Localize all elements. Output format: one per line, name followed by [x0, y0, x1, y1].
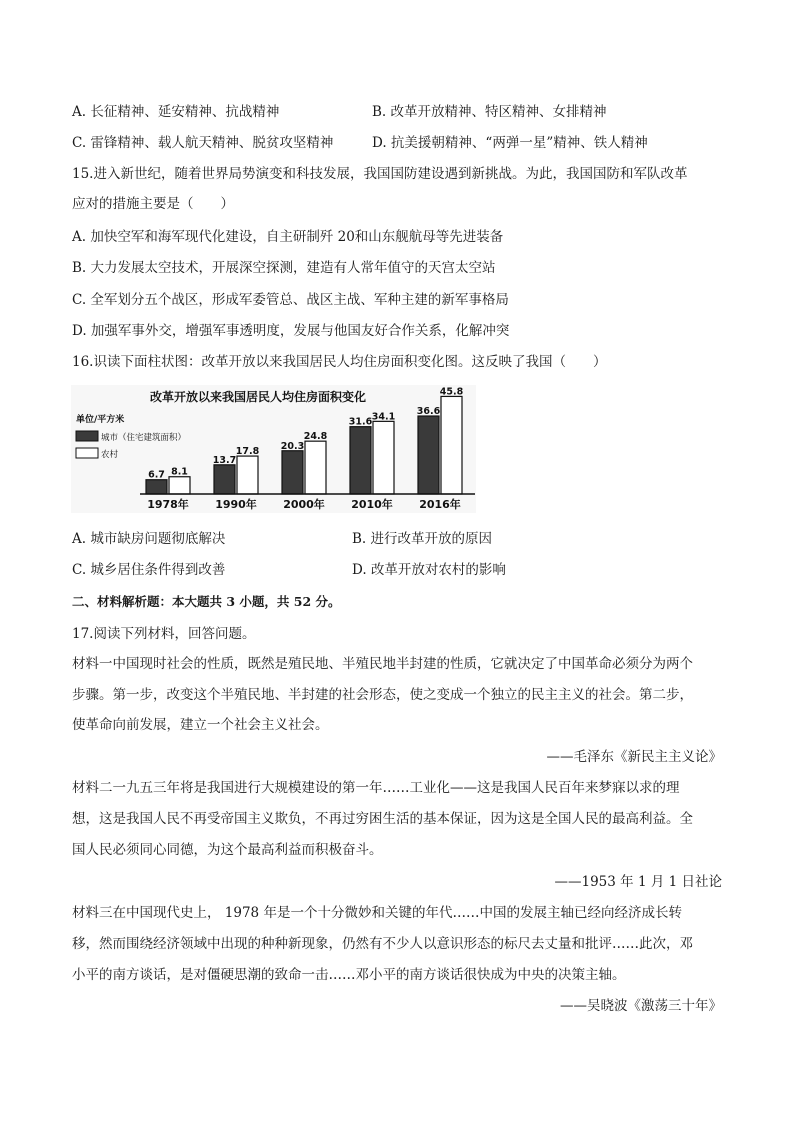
bar-urban-2016年 [418, 416, 439, 494]
q17-stem: 17.阅读下列材料，回答问题。 [72, 626, 256, 642]
legend-swatch-rural [76, 448, 98, 458]
legend-label-urban: 城市（住宅建筑面积） [101, 433, 187, 443]
data-label-urban-2016年: 36.6 [416, 406, 441, 418]
q15-stem-line1: 15.进入新世纪，随着世界局势演变和科技发展，我国国防建设遇到新挑战。为此，我国国防和军队改革 [72, 166, 688, 182]
bar-rural-2016年 [441, 396, 462, 494]
chart-unit-label: 单位/平方米 [76, 415, 125, 425]
material3-line1: 材料三在中国现代史上， 1978 年是一个十分微妙和关键的年代……中国的发展主轴已经向经济成长转 [72, 905, 682, 921]
bar-urban-2010年 [350, 427, 371, 494]
q14-option-c: C. 雷锋精神、载人航天精神、脱贫攻坚精神 [72, 135, 334, 151]
bar-rural-2010年 [373, 421, 394, 494]
q16-stem: 16.识读下面柱状图：改革开放以来我国居民人均住房面积变化图。这反映了我国（ ） [72, 354, 607, 370]
q15-option-b: B. 大力发展太空技术，开展深空探测，建造有人常年值守的天宫太空站 [72, 260, 496, 276]
x-tick-label-2000年: 2000年 [283, 498, 325, 511]
data-label-urban-2000年: 20.3 [280, 440, 305, 452]
legend-label-rural: 农村 [101, 450, 119, 460]
bar-rural-1990年 [237, 456, 258, 494]
q15-option-d: D. 加强军事外交，增强军事透明度，发展与他国友好合作关系，化解冲突 [72, 323, 510, 339]
data-label-urban-2010年: 31.6 [348, 416, 373, 428]
q15-option-a: A. 加快空军和海军现代化建设，自主研制歼 20和山东舰航母等先进装备 [72, 229, 504, 245]
x-tick-label-2016年: 2016年 [419, 498, 461, 511]
chart-title: 改革开放以来我国居民人均住房面积变化 [150, 390, 367, 404]
q16-option-c: C. 城乡居住条件得到改善 [72, 562, 226, 578]
legend-swatch-urban [76, 431, 98, 441]
data-label-urban-1990年: 13.7 [212, 454, 237, 466]
q16-option-d: D. 改革开放对农村的影响 [352, 562, 506, 578]
material3-line2: 移，然而围绕经济领域中出现的种种新现象，仍然有不少人以意识形态的标尺去丈量和批评……此次，邓 [72, 936, 693, 952]
section-heading: 二、材料解析题：本大题共 3 小题，共 52 分。 [72, 594, 341, 609]
material2-line2: 想，这是我国人民不再受帝国主义欺负，不再过穷困生活的基本保证，因为这是全国人民的最高利益。全 [72, 811, 693, 827]
material1-line1: 材料一中国现时社会的性质，既然是殖民地、半殖民地半封建的性质，它就决定了中国革命必须分为两个 [72, 656, 693, 672]
bar-urban-2000年 [282, 451, 303, 494]
bar-rural-2000年 [305, 441, 326, 494]
x-tick-label-2010年: 2010年 [351, 498, 393, 511]
x-tick-label-1990年: 1990年 [215, 498, 257, 511]
housing-area-bar-chart [70, 384, 490, 514]
data-label-rural-1978年: 8.1 [171, 466, 188, 478]
q14-option-a: A. 长征精神、延安精神、抗战精神 [72, 104, 280, 120]
data-label-rural-1990年: 17.8 [235, 446, 260, 458]
data-label-rural-2000年: 24.8 [303, 431, 328, 443]
q16-option-b: B. 进行改革开放的原因 [352, 531, 493, 547]
q14-option-d: D. 抗美援朝精神、“两弹一星”精神、铁人精神 [372, 135, 648, 151]
data-label-rural-2010年: 34.1 [371, 411, 396, 423]
data-label-urban-1978年: 6.7 [148, 469, 165, 481]
material1-line3: 使革命向前发展，建立一个社会主义社会。 [72, 717, 329, 733]
data-label-rural-2016年: 45.8 [439, 386, 464, 398]
bar-urban-1990年 [214, 465, 235, 494]
material2-line3: 国人民必须同心同德，为这个最高利益而积极奋斗。 [72, 842, 383, 858]
material2-line1: 材料二一九五三年将是我国进行大规模建设的第一年……工业化——这是我国人民百年来梦寐以求的理 [72, 780, 680, 796]
q15-option-c: C. 全军划分五个战区，形成军委管总、战区主战、军种主建的新军事格局 [72, 292, 509, 308]
x-tick-label-1978年: 1978年 [147, 498, 189, 511]
material1-source: ——毛泽东《新民主主义论》 [546, 749, 722, 765]
material3-source: ——吴晓波《激荡三十年》 [560, 998, 722, 1014]
material3-line3: 小平的南方谈话，是对僵硬思潮的致命一击……邓小平的南方谈话很快成为中央的决策主轴。 [72, 967, 626, 983]
q15-stem-line2: 应对的措施主要是（ ） [72, 196, 234, 212]
q16-option-a: A. 城市缺房问题彻底解决 [72, 531, 226, 547]
material2-source: ——1953 年 1 月 1 日社论 [554, 874, 722, 890]
bar-rural-1978年 [169, 477, 190, 494]
q14-option-b: B. 改革开放精神、特区精神、女排精神 [372, 104, 607, 120]
bar-urban-1978年 [146, 480, 167, 494]
material1-line2: 步骤。第一步，改变这个半殖民地、半封建的社会形态，使之变成一个独立的民主主义的社会。第二步， [72, 687, 693, 703]
